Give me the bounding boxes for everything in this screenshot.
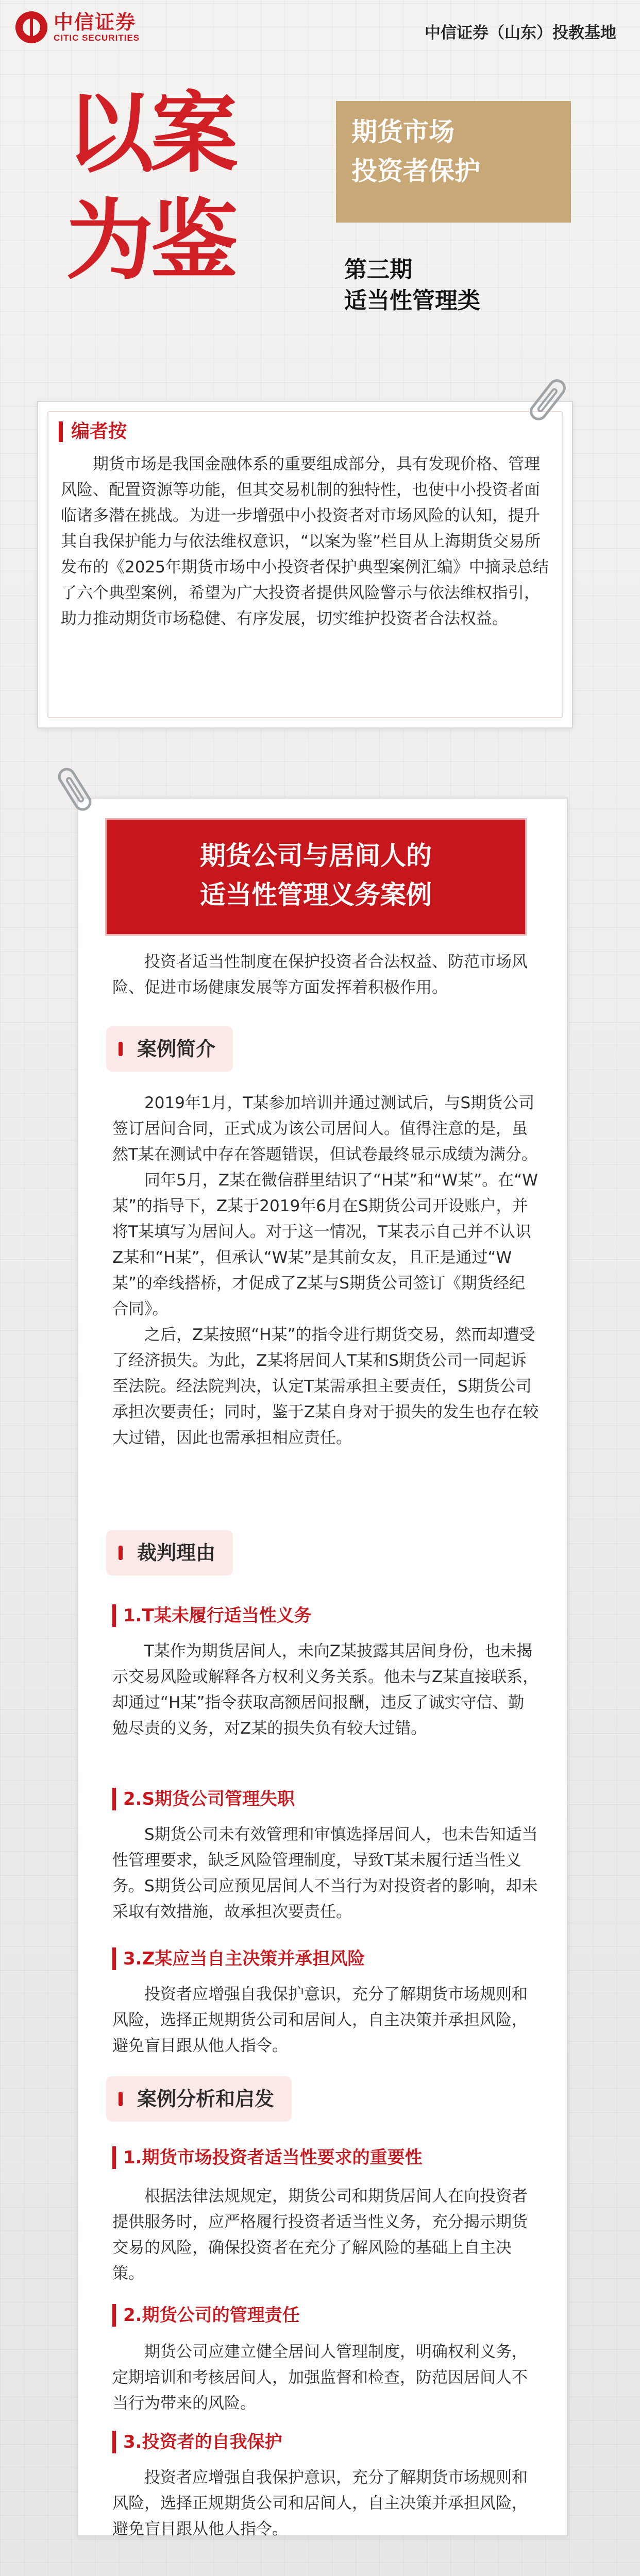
analysis1-title: 1.期货市场投资者适当性要求的重要性 [112, 2146, 423, 2169]
reason1-body: T某作为期货居间人，未向Z某披露其居间身份，也未揭示交易风险或解释各方权利义务关系。他未与Z某直接联系，却通过“H某”指令获取高额居间报酬，违反了诚实守信、勤勉尽责的义务，对Z某的损失负有较大过错。 [112, 1642, 539, 1738]
issue-category: 适当性管理类 [344, 287, 480, 314]
series-title-line2: 投资者保护 [351, 156, 480, 186]
issue-label [344, 255, 480, 316]
series-title-line1: 期货市场 [351, 117, 454, 147]
reason1-title: 1.T某未履行适当性义务 [112, 1604, 312, 1627]
editor-note-title: 编者按 [59, 421, 127, 442]
case-summary [112, 1090, 539, 1451]
reason2-body: S期货公司未有效管理和审慎选择居间人，也未告知适当性管理要求，缺乏风险管理制度，导致T某未履行适当性义务。S期货公司应预见居间人不当行为对投资者的影响，却未采取有效措施，故承担次要责任。 [112, 1825, 538, 1921]
analysis3-body: 投资者应增强自我保护意识，充分了解期货市场规则和风险，选择正规期货公司和居间人，自主决策并承担风险，避免盲目跟从他人指令。 [112, 2468, 528, 2538]
summary-paragraph: 同年5月，Z某在微信群里结识了“H某”和“W某”。在“W某”的指导下，Z某于2019年6月在S期货公司开设账户，并将T某填写为居间人。对于这一情况，T某表示自己并不认识Z某和“H某”，但承认“W某”是其前女友，且正是通过“W某”的牵线搭桥，才促成了Z某与S期货公司签订《期货经纪合同》。 [112, 1171, 538, 1318]
hero-title-line1: 以案 [66, 83, 235, 185]
editor-note-body: 期货市场是我国金融体系的重要组成部分，具有发现价格、管理风险、配置资源等功能，但其交易机制的独特性，也使中小投资者面临诸多潜在挑战。为进一步增强中小投资者对市场风险的认知，提升其自我保护能力与依法维权意识，“以案为鉴”栏目从上海期货交易所发布的《2025年期货市场中小投资者保护典型案例汇编》中摘录总结了六个典型案例，希望为广大投资者提供风险警示与依法维权指引，助力推动期货市场稳健、有序发展，切实维护投资者合法权益。 [61, 455, 549, 628]
paperclip-icon [55, 765, 95, 814]
case-card [77, 798, 568, 2536]
case-title-line1: 期货公司与居间人的 [200, 841, 432, 871]
analysis2-title: 2.期货公司的管理责任 [112, 2304, 300, 2327]
citic-logo-icon [15, 11, 47, 43]
reason2-title: 2.S期货公司管理失职 [112, 1788, 295, 1810]
case-summary-tag: 案例简介 [106, 1026, 233, 1072]
judgment-reason-tag: 裁判理由 [106, 1530, 233, 1575]
summary-paragraph: 之后，Z某按照“H某”的指令进行期货交易，然而却遭受了经济损失。为此，Z某将居间人T某和S期货公司一同起诉至法院。经法院判决，认定T某需承担主要责任，S期货公司承担次要责任；同时，鉴于Z某自身对于损失的发生也存在较大过错，因此也需承担相应责任。 [112, 1326, 539, 1447]
case-intro: 投资者适当性制度在保护投资者合法权益、防范市场风险、促进市场健康发展等方面发挥着积极作用。 [112, 953, 528, 997]
series-title-box [336, 101, 571, 223]
hero-title-line2: 为鉴 [66, 190, 235, 292]
issue-number: 第三期 [344, 257, 412, 283]
reason3-body: 投资者应增强自我保护意识，充分了解期货市场规则和风险，选择正规期货公司和居间人，自主决策并承担风险，避免盲目跟从他人指令。 [112, 1985, 528, 2055]
analysis-tag: 案例分析和启发 [106, 2076, 292, 2122]
logo-cn-text: 中信证券 [54, 10, 137, 33]
logo-en-text: CITIC SECURITIES [54, 33, 140, 43]
analysis2-body: 期货公司应建立健全居间人管理制度，明确权利义务，定期培训和考核居间人，加强监督和检查，防范因居间人不当行为带来的风险。 [112, 2343, 528, 2413]
citic-logo [15, 11, 140, 43]
case-title-banner [105, 818, 527, 936]
editor-note-card [37, 401, 573, 728]
analysis1-body: 根据法律法规规定，期货公司和期货居间人在向投资者提供服务时，应严格履行投资者适当性义务，充分揭示期货交易的风险，确保投资者在充分了解风险的基础上自主决策。 [112, 2187, 528, 2283]
case-title-line2: 适当性管理义务案例 [200, 880, 432, 910]
summary-paragraph: 2019年1月，T某参加培训并通过测试后，与S期货公司签订居间合同，正式成为该公司居间人。值得注意的是，虽然T某在测试中存在答题错误，但试卷最终显示成绩为满分。 [112, 1094, 537, 1164]
analysis3-title: 3.投资者的自我保护 [112, 2431, 282, 2453]
header [0, 0, 640, 72]
reason3-title: 3.Z某应当自主决策并承担风险 [112, 1947, 365, 1970]
education-base-label: 中信证券（山东）投教基地 [425, 24, 616, 42]
